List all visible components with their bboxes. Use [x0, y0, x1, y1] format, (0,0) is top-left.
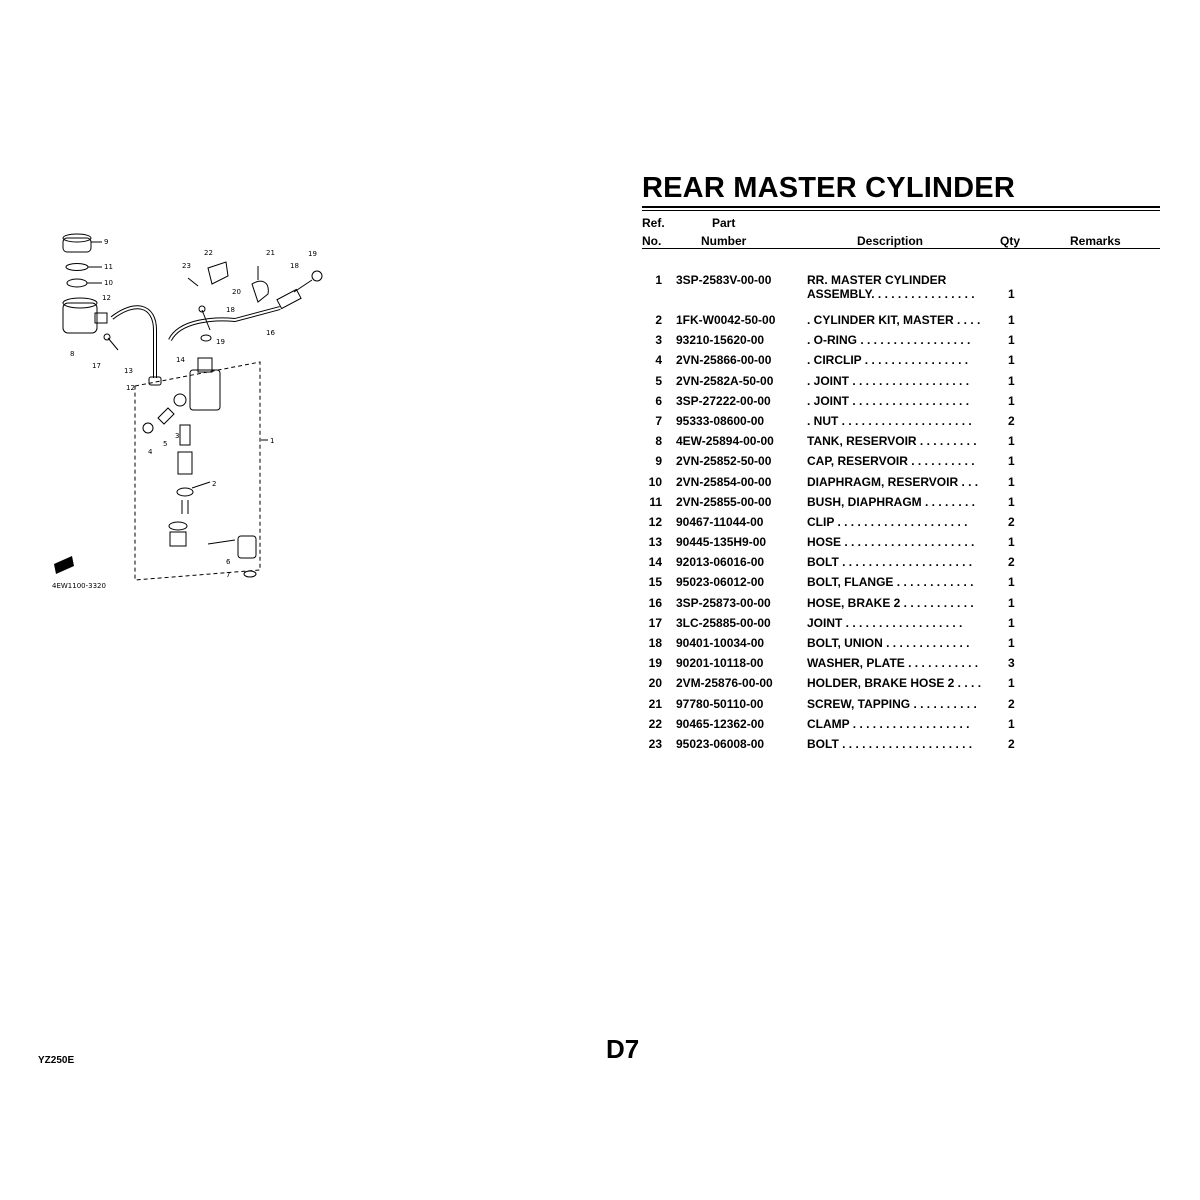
- part-number: 2VN-25852-50-00: [676, 454, 772, 469]
- part-number: 95023-06008-00: [676, 736, 765, 751]
- part-number: 95333-08600-00: [676, 413, 765, 428]
- description: BOLT . . . . . . . . . . . . . . . . . . . .: [807, 736, 973, 751]
- quantity: 1: [1008, 474, 1015, 489]
- part-number: 3LC-25885-00-00: [676, 615, 771, 630]
- part-number: 2VM-25876-00-00: [676, 676, 773, 691]
- part-number: 3SP-2583V-00-00: [676, 273, 772, 287]
- quantity: 1: [1008, 393, 1015, 408]
- quantity: 1: [1008, 333, 1015, 348]
- callout-label: 6: [226, 558, 231, 566]
- ref-no: 4: [655, 353, 662, 368]
- table-row: [642, 313, 1160, 333]
- part-number: 2VN-25854-00-00: [676, 474, 772, 489]
- callout-label: 20: [232, 288, 241, 296]
- quantity: 2: [1008, 736, 1015, 751]
- ref-no: 10: [648, 474, 662, 489]
- table-row: [642, 515, 1160, 535]
- diagram-svg: [30, 210, 350, 600]
- part-number: 2VN-25855-00-00: [676, 494, 772, 509]
- model-code: YZ250E: [38, 1055, 75, 1066]
- part-number: 90467-11044-00: [676, 514, 764, 529]
- table-row: [642, 434, 1160, 454]
- ref-no: 22: [648, 716, 662, 731]
- description: . JOINT . . . . . . . . . . . . . . . . . .: [807, 393, 970, 408]
- description-line-2: ASSEMBLY. . . . . . . . . . . . . . . .: [807, 287, 975, 301]
- callout-label: 18: [226, 306, 235, 314]
- ref-no: 19: [648, 656, 662, 671]
- part-number: 2VN-2582A-50-00: [676, 373, 774, 388]
- ref-no: 20: [648, 676, 662, 691]
- callout-label: 22: [204, 249, 213, 257]
- callout-label: 19: [308, 250, 317, 258]
- ref-no: 23: [648, 736, 662, 751]
- part-number: 3SP-25873-00-00: [676, 595, 771, 610]
- description: CAP, RESERVOIR . . . . . . . . . .: [807, 454, 975, 469]
- table-row: [642, 676, 1160, 696]
- part-number: 97780-50110-00: [676, 696, 764, 711]
- part-number: 90201-10118-00: [676, 656, 764, 671]
- quantity: 2: [1008, 555, 1015, 570]
- description: BOLT, UNION . . . . . . . . . . . . .: [807, 636, 970, 650]
- callout-label: 23: [182, 262, 191, 270]
- description: BUSH, DIAPHRAGM . . . . . . . .: [807, 494, 976, 509]
- parts-table-header: [642, 216, 1160, 250]
- part-number: 93210-15620-00: [676, 333, 765, 348]
- table-row: [642, 697, 1160, 717]
- callout-label: 12: [102, 294, 111, 302]
- table-row: [642, 596, 1160, 616]
- callout-label: 12: [126, 384, 135, 392]
- quantity: 2: [1008, 696, 1015, 711]
- callout-label: 2: [212, 480, 217, 488]
- diagram-code: 4EW1100-3320: [52, 582, 106, 590]
- description: CLIP . . . . . . . . . . . . . . . . . . . .: [807, 514, 968, 529]
- callout-label: 19: [216, 338, 225, 346]
- quantity: 2: [1008, 514, 1015, 529]
- description: HOSE . . . . . . . . . . . . . . . . . . . .: [807, 535, 975, 550]
- part-number: 90401-10034-00: [676, 636, 765, 650]
- header-description: Description: [857, 234, 924, 248]
- table-row: [642, 616, 1160, 636]
- part-number: 4EW-25894-00-00: [676, 434, 774, 449]
- table-row: [642, 737, 1160, 757]
- header-rule: [642, 248, 1160, 249]
- description: HOSE, BRAKE 2 . . . . . . . . . . .: [807, 595, 974, 610]
- quantity: 1: [1008, 454, 1015, 469]
- callout-label: 9: [104, 238, 109, 246]
- description: RR. MASTER CYLINDER: [807, 273, 947, 287]
- part-number: 92013-06016-00: [676, 555, 765, 570]
- ref-no: 12: [648, 514, 662, 529]
- header-qty: Qty: [1000, 234, 1021, 248]
- quantity: 1: [1008, 716, 1015, 731]
- ref-no: 6: [655, 393, 662, 408]
- ref-no: 15: [648, 575, 662, 590]
- part-number: 90465-12362-00: [676, 716, 765, 731]
- ref-no: 14: [648, 555, 662, 570]
- callout-label: 14: [176, 356, 185, 364]
- table-row: [642, 353, 1160, 373]
- description: SCREW, TAPPING . . . . . . . . . .: [807, 696, 977, 711]
- ref-no: 1: [655, 273, 662, 287]
- quantity: 1: [1008, 313, 1015, 327]
- quantity: 1: [1008, 373, 1015, 388]
- quantity: 1: [1008, 636, 1015, 650]
- callout-label: 1: [270, 437, 275, 445]
- quantity: 1: [1008, 595, 1015, 610]
- ref-no: 7: [655, 413, 662, 428]
- page-title: REAR MASTER CYLINDER: [642, 172, 1015, 204]
- table-row: [642, 475, 1160, 495]
- description: . CYLINDER KIT, MASTER . . . .: [807, 313, 981, 327]
- description: HOLDER, BRAKE HOSE 2 . . . .: [807, 676, 982, 691]
- description: . CIRCLIP . . . . . . . . . . . . . . . .: [807, 353, 969, 368]
- table-row: [642, 374, 1160, 394]
- callout-label: 18: [290, 262, 299, 270]
- callout-label: 5: [163, 440, 168, 448]
- callout-label: 10: [104, 279, 113, 287]
- diagram-callouts: [70, 238, 317, 579]
- quantity: 1: [1008, 615, 1015, 630]
- table-row: [642, 414, 1160, 434]
- callout-label: 4: [148, 448, 153, 456]
- ref-no: 8: [655, 434, 662, 449]
- parts-table-body: [642, 273, 1160, 757]
- quantity: 1: [1008, 353, 1015, 368]
- callout-label: 16: [266, 329, 275, 337]
- part-number: 2VN-25866-00-00: [676, 353, 772, 368]
- callout-label: 11: [104, 263, 113, 271]
- quantity: 1: [1008, 494, 1015, 509]
- header-no: No.: [642, 234, 662, 248]
- table-row: [642, 495, 1160, 515]
- title-rule: [642, 210, 1160, 211]
- description: JOINT . . . . . . . . . . . . . . . . . .: [807, 615, 963, 630]
- quantity: 1: [1008, 535, 1015, 550]
- table-row: [642, 333, 1160, 353]
- quantity: 2: [1008, 413, 1015, 428]
- quantity: 1: [1008, 575, 1015, 590]
- description: . NUT . . . . . . . . . . . . . . . . . . . .: [807, 413, 972, 428]
- ref-no: 9: [655, 454, 662, 469]
- callout-label: 21: [266, 249, 275, 257]
- part-number: 95023-06012-00: [676, 575, 765, 590]
- table-row: [642, 535, 1160, 555]
- table-row: [642, 656, 1160, 676]
- callout-label: 13: [124, 367, 133, 375]
- quantity: 1: [1008, 434, 1015, 449]
- description: BOLT, FLANGE . . . . . . . . . . . .: [807, 575, 974, 590]
- table-row: [642, 636, 1160, 656]
- part-number: 3SP-27222-00-00: [676, 393, 771, 408]
- callout-label: 8: [70, 350, 75, 358]
- description: CLAMP . . . . . . . . . . . . . . . . . .: [807, 716, 970, 731]
- header-number: Number: [701, 234, 747, 248]
- ref-no: 11: [649, 494, 662, 509]
- page-number: D7: [606, 1034, 640, 1064]
- callout-label: 7: [226, 571, 231, 579]
- header-ref: Ref.: [642, 216, 665, 230]
- description: BOLT . . . . . . . . . . . . . . . . . . . .: [807, 555, 973, 570]
- ref-no: 18: [648, 636, 662, 650]
- table-row: [642, 454, 1160, 474]
- callout-label: 17: [92, 362, 101, 370]
- ref-no: 17: [648, 615, 662, 630]
- description: TANK, RESERVOIR . . . . . . . . .: [807, 434, 977, 449]
- quantity: 3: [1008, 656, 1015, 671]
- ref-no: 3: [655, 333, 662, 348]
- description: WASHER, PLATE . . . . . . . . . . .: [807, 656, 979, 671]
- description: . O-RING . . . . . . . . . . . . . . . . .: [807, 333, 971, 348]
- part-number: 90445-135H9-00: [676, 535, 767, 550]
- header-part: Part: [712, 216, 736, 230]
- header-remarks: Remarks: [1070, 234, 1121, 248]
- ref-no: 2: [655, 313, 662, 327]
- description: . JOINT . . . . . . . . . . . . . . . . . .: [807, 373, 970, 388]
- table-row: [642, 717, 1160, 737]
- table-row: [642, 555, 1160, 575]
- callout-label: 3: [175, 432, 180, 440]
- quantity: 1: [1008, 287, 1015, 301]
- part-number: 1FK-W0042-50-00: [676, 313, 776, 327]
- front-marker-icon: [54, 556, 74, 574]
- table-row: [642, 273, 1160, 313]
- ref-no: 21: [648, 696, 662, 711]
- exploded-parts-diagram: [30, 210, 350, 600]
- ref-no: 16: [648, 595, 662, 610]
- ref-no: 13: [648, 535, 662, 550]
- table-row: [642, 575, 1160, 595]
- title-rule: [642, 206, 1160, 208]
- table-row: [642, 394, 1160, 414]
- quantity: 1: [1008, 676, 1015, 691]
- ref-no: 5: [655, 373, 662, 388]
- description: DIAPHRAGM, RESERVOIR . . .: [807, 474, 979, 489]
